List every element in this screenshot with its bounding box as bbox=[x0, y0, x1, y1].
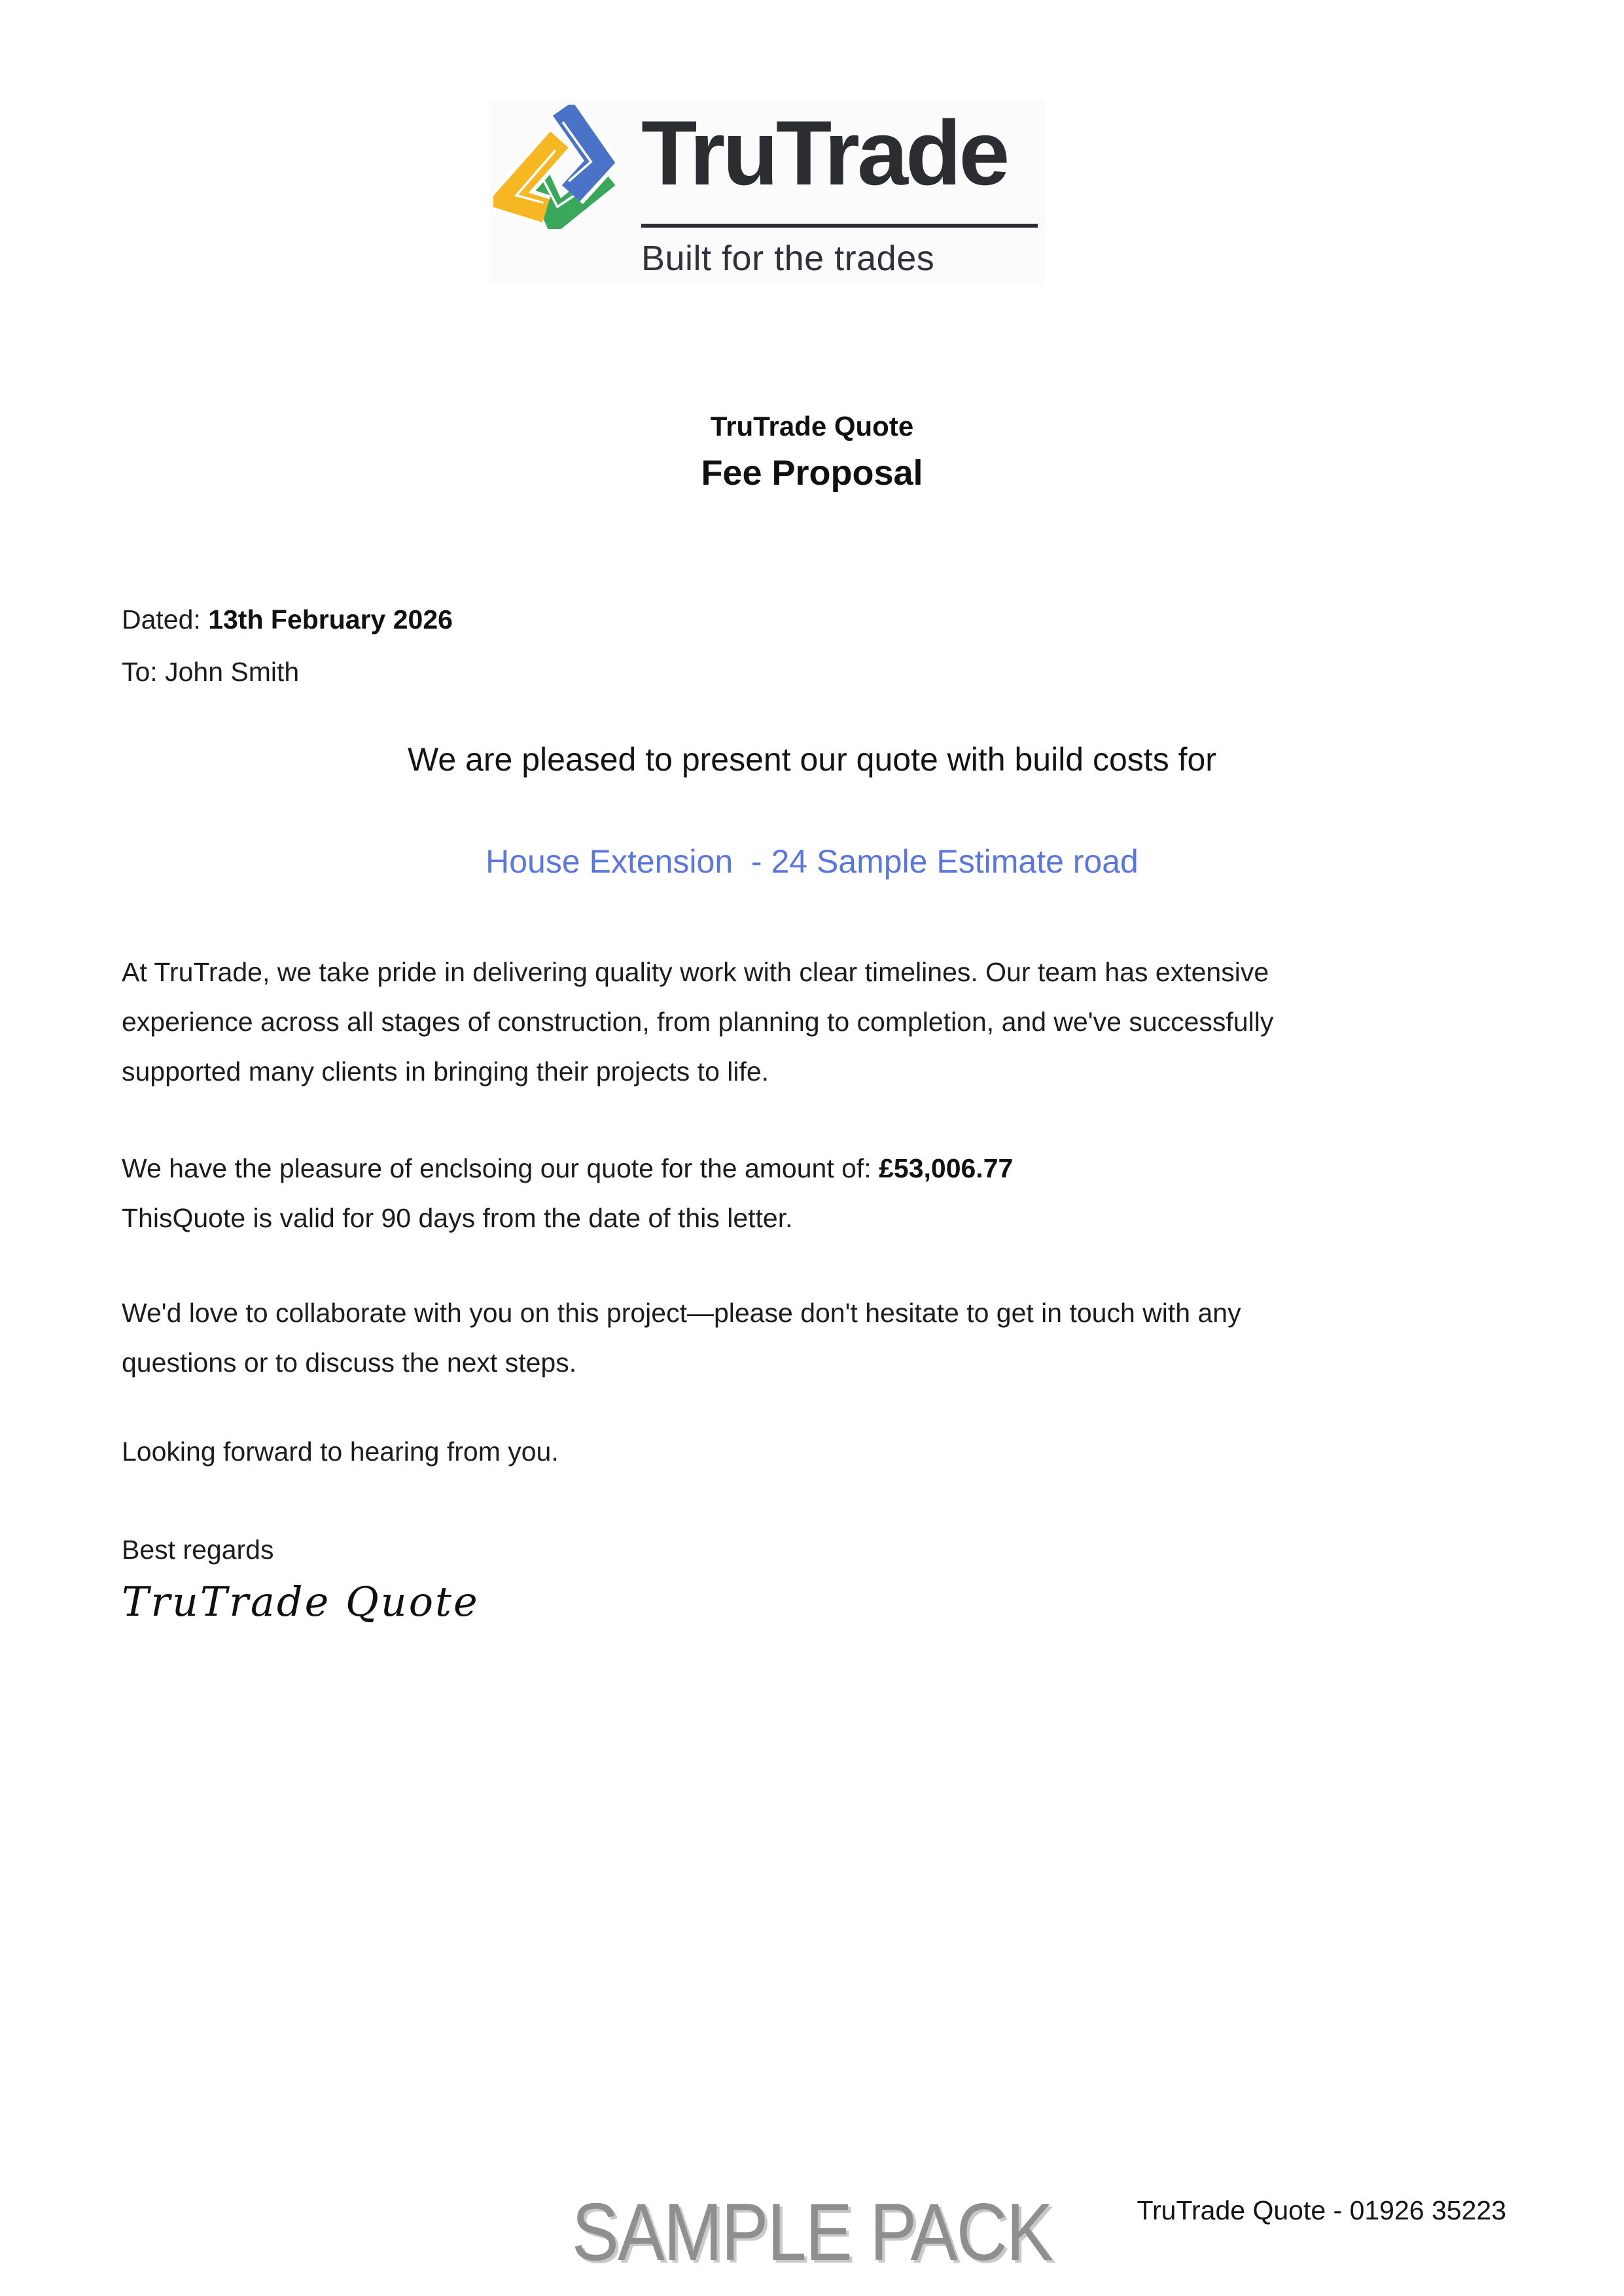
paragraph-line: supported many clients in bringing their projects to life. bbox=[122, 1056, 769, 1087]
brand-text-column bbox=[641, 99, 1038, 279]
doc-kicker: TruTrade Quote bbox=[710, 411, 914, 442]
signature-script: TruTrade Quote bbox=[122, 1578, 480, 1626]
paragraph-collaborate bbox=[122, 1288, 1241, 1387]
intro-headline: We are pleased to present our quote with build costs for bbox=[408, 741, 1216, 778]
page-title: Fee Proposal bbox=[701, 453, 923, 493]
dated-line bbox=[122, 604, 453, 635]
amount-prefix: We have the pleasure of enclsoing our quote for the amount of: bbox=[122, 1153, 879, 1183]
dated-value: 13th February 2026 bbox=[208, 604, 453, 635]
recipient-line: To: John Smith bbox=[122, 657, 300, 687]
paragraph-line: At TruTrade, we take pride in delivering quality work with clear timelines. Our team has extensive bbox=[122, 957, 1269, 987]
paragraph-intro bbox=[122, 947, 1273, 1096]
brand-tagline: Built for the trades bbox=[641, 239, 935, 278]
dated-label: Dated: bbox=[122, 604, 209, 635]
brand-header bbox=[489, 99, 1046, 286]
project-title: House Extension - 24 Sample Estimate road bbox=[485, 843, 1139, 880]
trutrade-logo-icon bbox=[493, 105, 628, 229]
paragraph-quote-amount bbox=[122, 1143, 1013, 1243]
sample-pack-watermark: SAMPLE PACK bbox=[571, 2187, 1053, 2278]
footer-contact: TruTrade Quote - 01926 35223 bbox=[1137, 2195, 1506, 2225]
paragraph-line: We'd love to collaborate with you on this project—please don't hesitate to get in touch with any bbox=[122, 1298, 1241, 1328]
quote-amount: £53,006.77 bbox=[879, 1153, 1014, 1183]
closing-line: Looking forward to hearing from you. bbox=[122, 1436, 559, 1467]
brand-wordmark: TruTrade bbox=[641, 101, 1008, 204]
sign-off: Best regards bbox=[122, 1535, 274, 1565]
amount-line bbox=[122, 1143, 1013, 1193]
validity-line: ThisQuote is valid for 90 days from the date of this letter. bbox=[122, 1203, 793, 1233]
paragraph-line: experience across all stages of construction, from planning to completion, and we've successfully bbox=[122, 1007, 1274, 1037]
brand-divider bbox=[641, 224, 1038, 228]
paragraph-line: questions or to discuss the next steps. bbox=[122, 1348, 577, 1378]
